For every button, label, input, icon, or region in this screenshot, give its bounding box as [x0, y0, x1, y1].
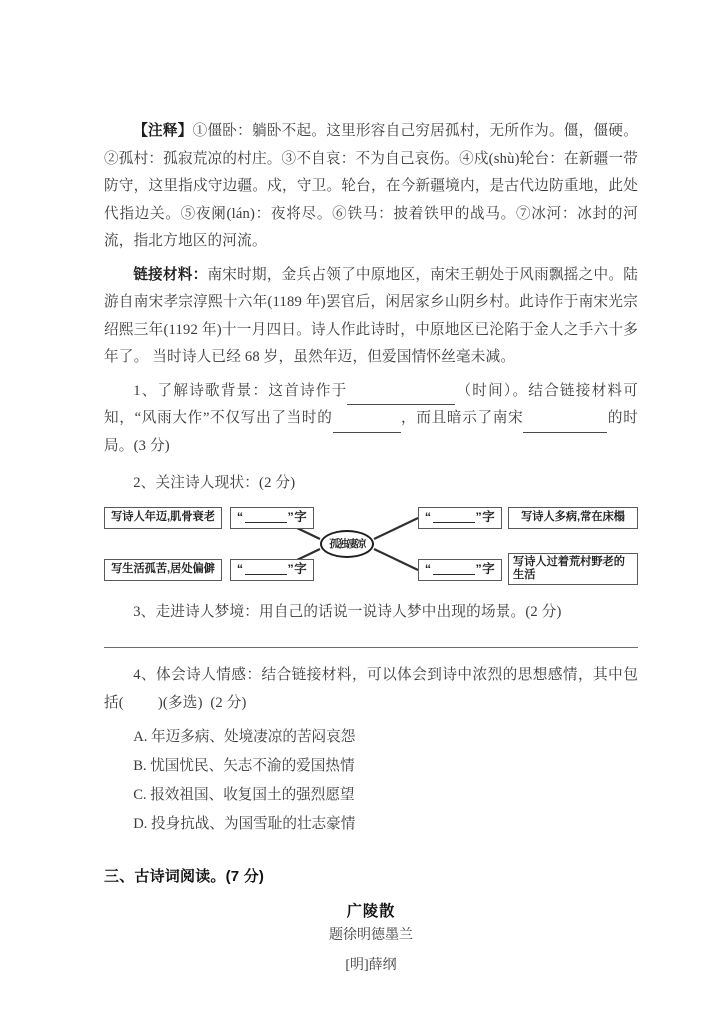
quote-open: “	[424, 562, 432, 576]
diagram-blank-left-top[interactable]	[230, 507, 314, 529]
linked-material-paragraph	[104, 262, 638, 372]
diagram-box-left-top: 写诗人年迈,肌骨衰老	[104, 507, 222, 529]
option-b[interactable]: B. 忧国忧民、矢志不渝的爱国热情	[133, 758, 355, 774]
blank-line[interactable]	[245, 512, 287, 523]
question-1-blank-situation[interactable]	[523, 418, 607, 433]
question-4-title: 体会诗人情感：	[156, 667, 262, 683]
quote-close: ”	[287, 562, 295, 576]
option-c[interactable]: C. 报效祖国、收复国土的强烈愿望	[133, 787, 355, 803]
quote-close: ”	[475, 562, 483, 576]
blank-line[interactable]	[245, 564, 287, 575]
question-3-number: 3、	[133, 603, 156, 620]
question-3-body: 用自己的话说一说诗人梦中出现的场景。	[259, 603, 526, 620]
question-3-answer-line[interactable]	[104, 647, 638, 648]
diagram-box-left-bottom: 写生活孤苦,居处偏僻	[104, 559, 222, 581]
question-4-score: (2 分)	[210, 694, 247, 711]
blank-line[interactable]	[433, 564, 475, 575]
question-1	[104, 378, 638, 461]
question-1-blank-weather[interactable]	[333, 418, 401, 433]
poem-analysis-diagram	[104, 503, 638, 585]
poem-title: 广陵散	[346, 903, 396, 920]
quote-open: “	[236, 510, 244, 524]
linked-material-label: 链接材料：	[133, 266, 208, 283]
question-1-part1: 这首诗作于	[268, 382, 348, 399]
question-1-blank-time[interactable]	[347, 390, 455, 405]
quote-open: “	[424, 510, 432, 524]
question-1-score: (3 分)	[133, 437, 170, 454]
question-1-part4: ，而且暗示了南宋	[400, 410, 524, 426]
char-suffix: 字	[294, 510, 308, 524]
char-suffix: 字	[482, 562, 496, 576]
spacer	[104, 886, 638, 900]
blank-line[interactable]	[433, 512, 475, 523]
quote-open: “	[236, 562, 244, 576]
question-3-title: 走进诗人梦境：	[155, 603, 260, 620]
diagram-box-right-top: 写诗人多病,常在床榻	[508, 507, 638, 529]
diagram-blank-left-bottom[interactable]	[230, 559, 314, 581]
quote-close: ”	[475, 510, 483, 524]
question-2-number: 2、	[133, 475, 156, 491]
char-suffix: 字	[482, 510, 496, 524]
question-3-score: (2 分)	[525, 603, 562, 620]
question-4-number: 4、	[133, 667, 157, 683]
diagram-box-right-bottom: 写诗人过着荒村野老的生活	[508, 553, 638, 585]
question-2	[104, 470, 638, 498]
poem-author: [明]薛纲	[345, 958, 397, 973]
option-a[interactable]: A. 年迈多病、处境凄凉的苦闷哀怨	[133, 729, 356, 745]
question-2-title: 关注诗人现状：	[155, 475, 260, 491]
spacer	[104, 585, 638, 599]
diagram-blank-right-top[interactable]	[418, 507, 502, 529]
option-d[interactable]: D. 投身抗战、为国雪耻的壮志豪情	[133, 816, 356, 832]
notes-label: 【注释】	[133, 123, 193, 139]
linked-material-body: 南宋时期，金兵占领了中原地区，南宋王朝处于风雨飘摇之中。陆游自南宋孝宗淳熙十六年(1189 年)罢官后，闲居家乡山阴乡村。此诗作于南宋光宗绍熙三年(1192 年)十一月四日。诗人作此诗时，中原地区已沦陷于金人之手六十多年了。 当时诗人已经 68 岁，虽然年迈，但爱国情怀丝毫未减。	[104, 266, 638, 365]
question-4	[104, 662, 638, 717]
spacer	[104, 460, 638, 470]
question-2-score: (2 分)	[259, 475, 296, 491]
diagram-blank-right-bottom[interactable]	[418, 559, 502, 581]
char-suffix: 字	[294, 562, 308, 576]
quote-close: ”	[287, 510, 295, 524]
section-heading-3: 三、古诗词阅读。(7 分)	[104, 868, 265, 885]
question-1-part2: （时间）。结合链接材料可知，	[104, 382, 639, 426]
notes-body: ①僵卧：躺卧不起。这里形容自己穷居孤村，无所作为。僵，僵硬。②孤村：孤寂荒凉的村庄。③不自哀：不为自己哀伤。④戍(shù)轮台：在新疆一带防守，这里指戍守边疆。戍，守卫。轮台，在今新疆境内，是古代边防重地，此处代指边关。⑤夜阑(lán)：夜将尽。⑥铁马：披着铁甲的战马。⑦冰河：冰封的河流，指北方地区的河流。	[104, 123, 638, 249]
question-1-title: 了解诗歌背景：	[157, 382, 269, 399]
question-1-part5: 的时局。	[104, 410, 638, 454]
question-1-number: 1、	[133, 382, 158, 399]
question-3	[104, 599, 638, 627]
diagram-center-node: 孤独凄凉	[320, 530, 374, 558]
question-4-body: 结合链接材料，可以体会到诗中浓烈的思想感情，其中包括(	[104, 667, 638, 711]
poem-subtitle: 题徐明德墨兰	[329, 928, 413, 943]
spacer	[104, 839, 638, 865]
question-4-body2: )(多选)	[157, 694, 203, 711]
question-1-part3: “风雨大作”不仅写出了当时的	[134, 410, 333, 426]
notes-paragraph	[104, 118, 638, 256]
